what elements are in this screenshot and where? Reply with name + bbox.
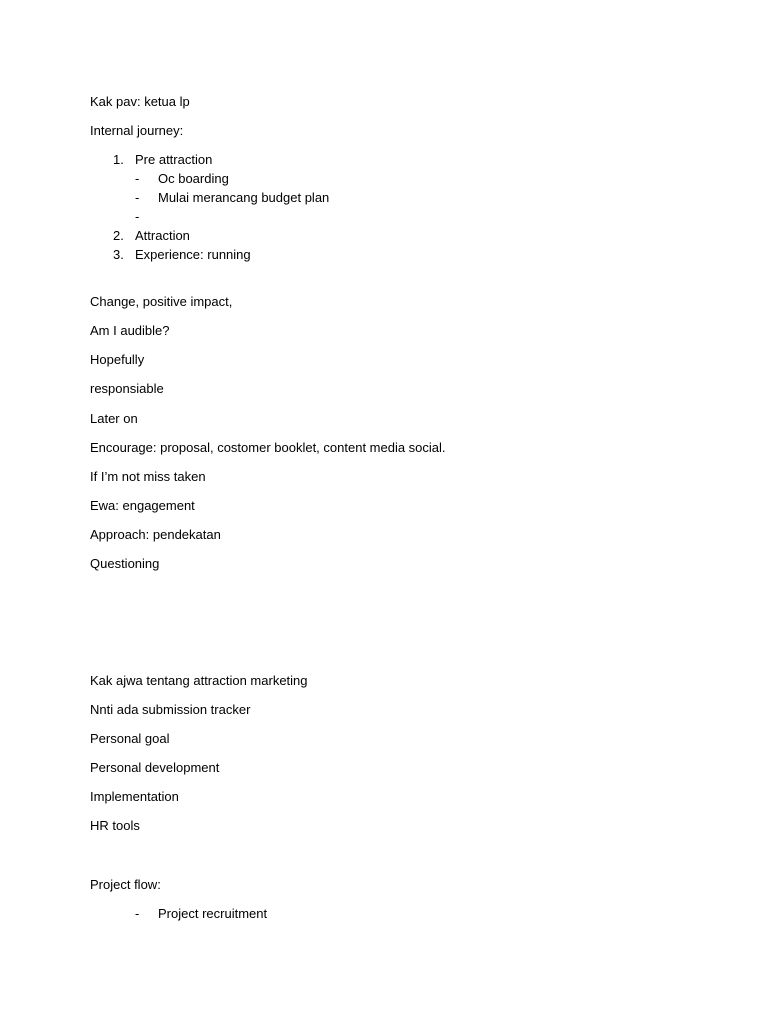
paragraph: Hopefully bbox=[90, 352, 145, 367]
project-flow-item: Project recruitment bbox=[158, 906, 268, 921]
paragraph: responsiable bbox=[90, 381, 164, 396]
sub-list-item: Oc boarding bbox=[158, 171, 229, 186]
paragraph: Nnti ada submission tracker bbox=[90, 702, 251, 717]
paragraph: HR tools bbox=[90, 818, 140, 833]
bullet-marker: - bbox=[135, 190, 140, 205]
project-flow-heading: Project flow: bbox=[90, 877, 161, 892]
list-number: 3. bbox=[113, 247, 124, 262]
paragraph: Kak pav: ketua lp bbox=[90, 94, 190, 109]
paragraph: Questioning bbox=[90, 556, 160, 571]
paragraph: Am I audible? bbox=[90, 323, 170, 338]
sub-list-item: Mulai merancang budget plan bbox=[158, 190, 330, 205]
list-item: Attraction bbox=[135, 228, 190, 243]
list-item: Pre attraction bbox=[135, 152, 213, 167]
paragraph: Ewa: engagement bbox=[90, 498, 195, 513]
list-number: 2. bbox=[113, 228, 124, 243]
paragraph: Change, positive impact, bbox=[90, 294, 233, 309]
paragraph: If I’m not miss taken bbox=[90, 469, 206, 484]
paragraph: Encourage: proposal, costomer booklet, content media social. bbox=[90, 440, 446, 455]
paragraph: Implementation bbox=[90, 789, 179, 804]
paragraph: Later on bbox=[90, 411, 138, 426]
paragraph: Personal goal bbox=[90, 731, 170, 746]
bullet-marker: - bbox=[135, 906, 140, 921]
bullet-marker: - bbox=[135, 209, 140, 224]
list-number: 1. bbox=[113, 152, 124, 167]
paragraph: Internal journey: bbox=[90, 123, 184, 138]
paragraph: Kak ajwa tentang attraction marketing bbox=[90, 673, 308, 688]
paragraph: Personal development bbox=[90, 760, 220, 775]
bullet-marker: - bbox=[135, 171, 140, 186]
paragraph: Approach: pendekatan bbox=[90, 527, 221, 542]
list-item: Experience: running bbox=[135, 247, 251, 262]
